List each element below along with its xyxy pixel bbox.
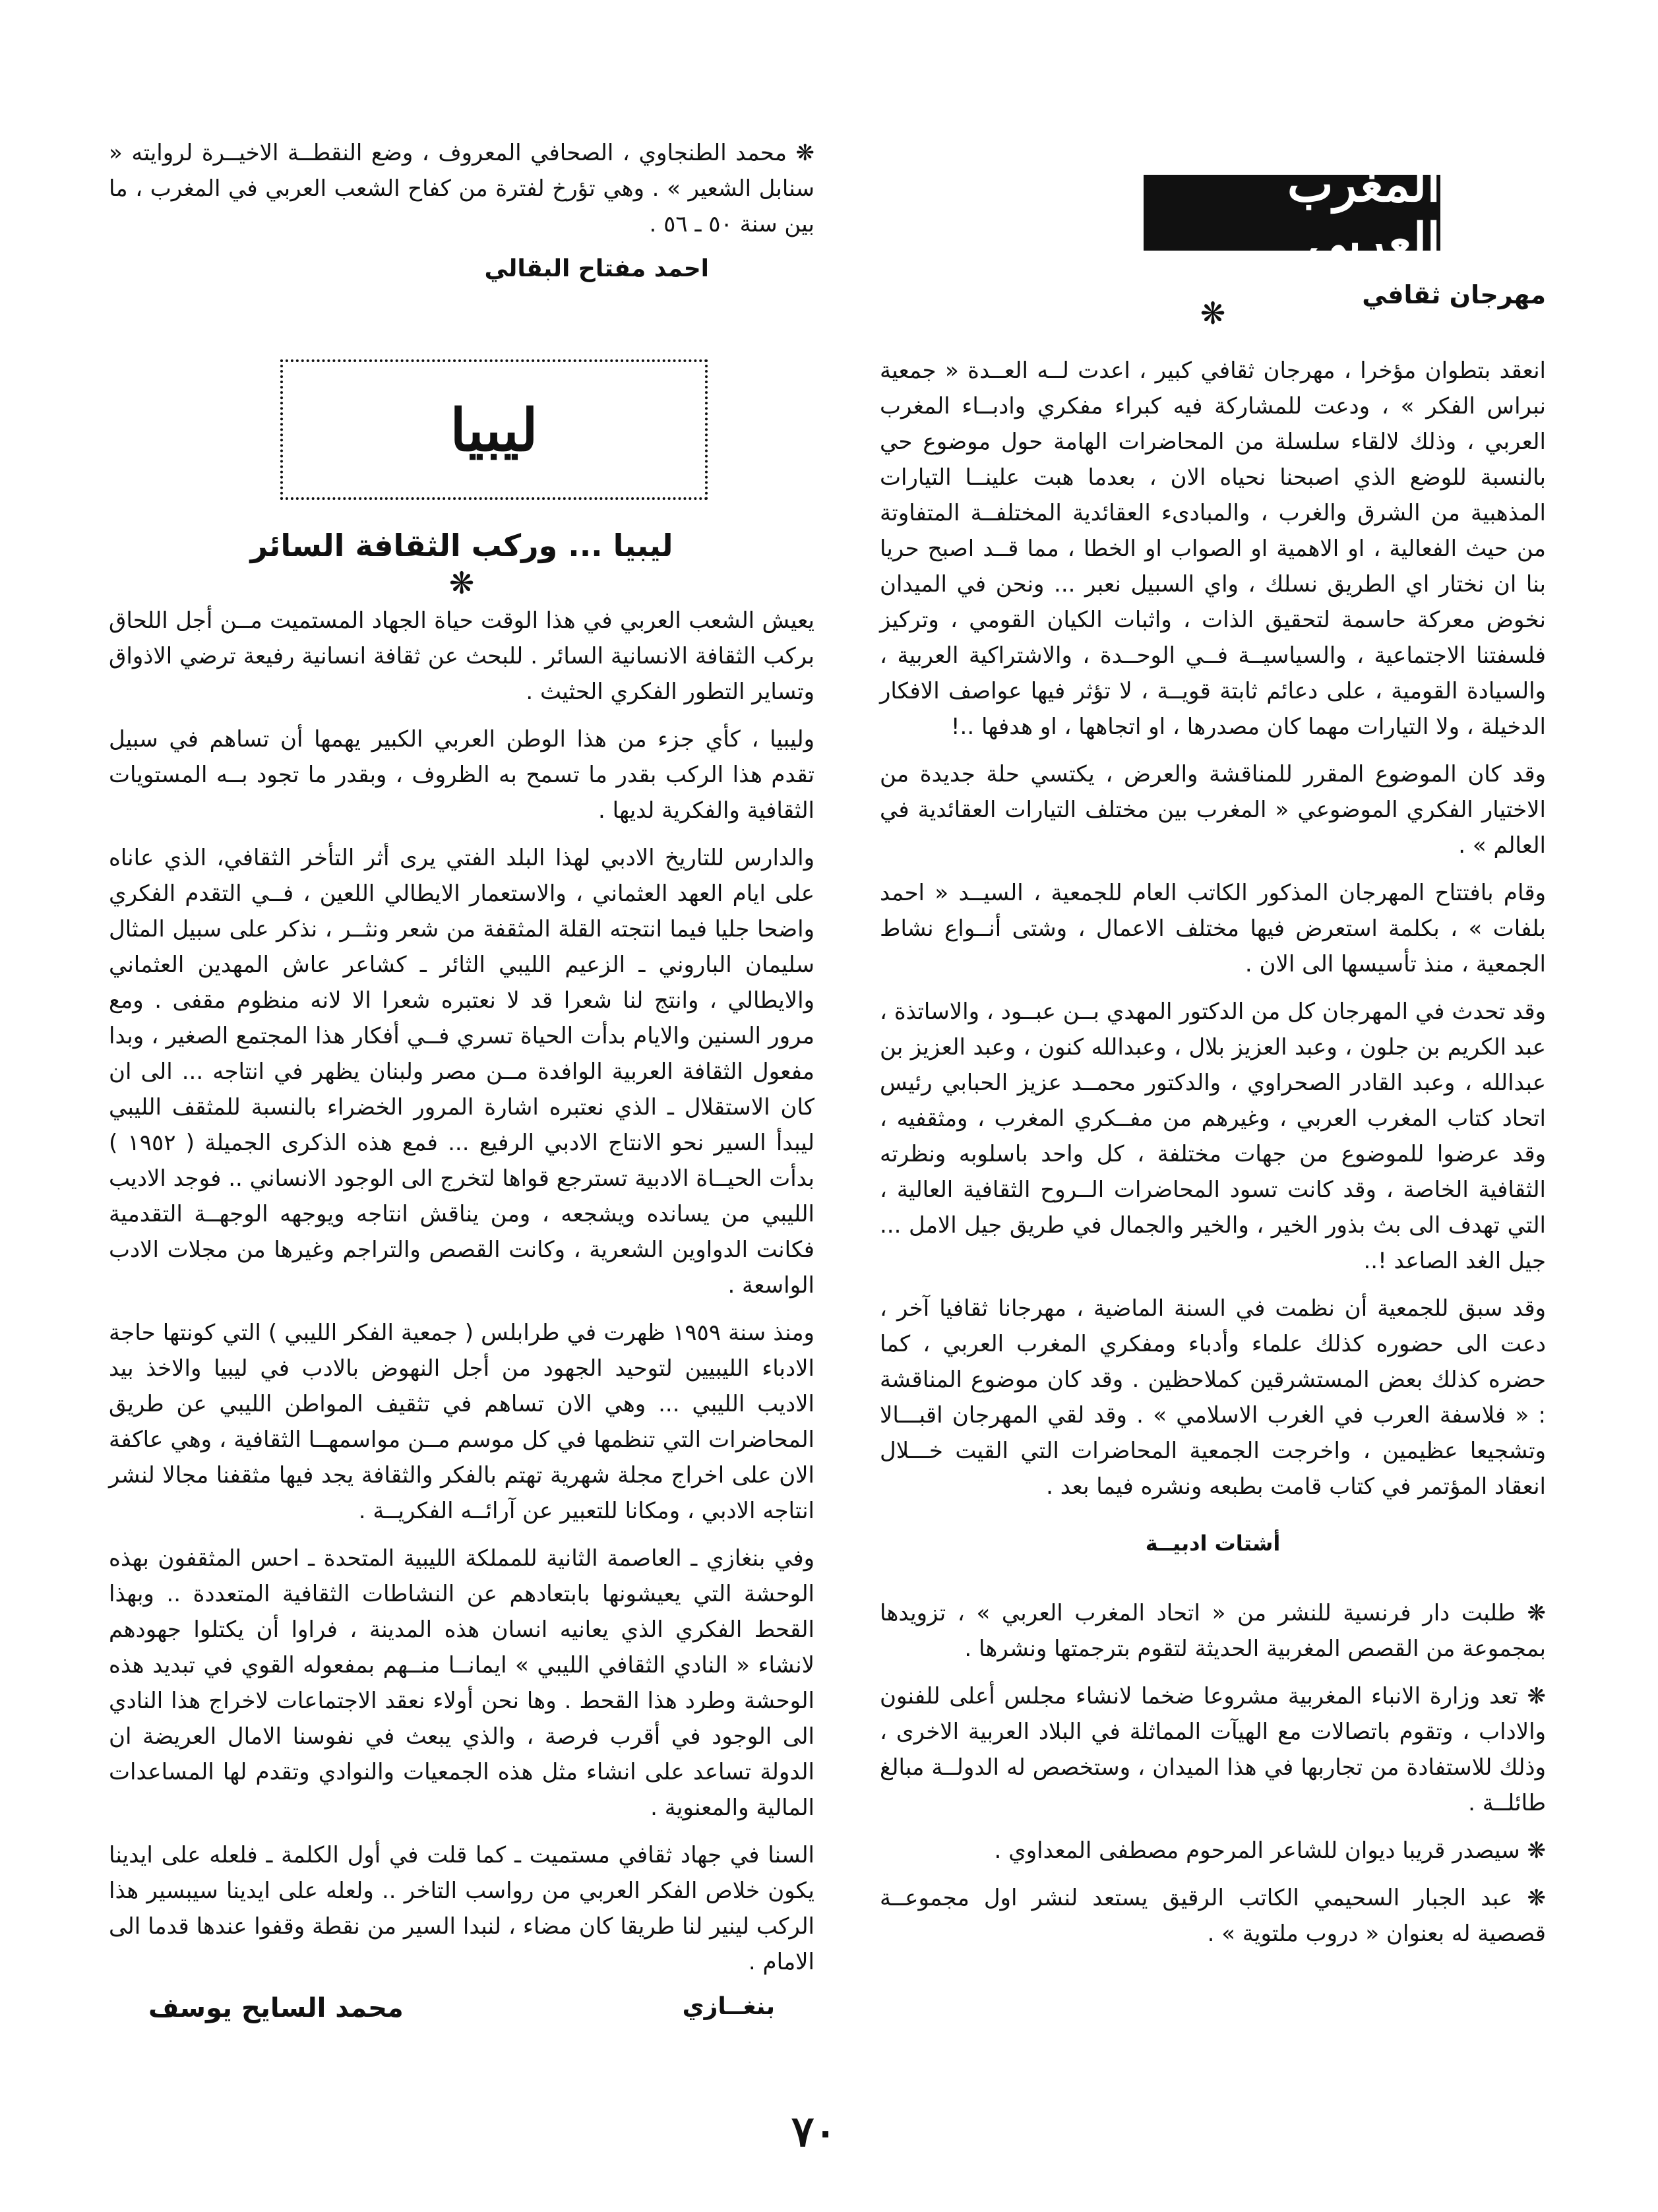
star-ornament: ❋ bbox=[1200, 295, 1226, 331]
author-name: احمد مفتاح البقالي bbox=[484, 255, 709, 282]
article-paragraph: انعقد بتطوان مؤخرا ، مهرجان ثقافي كبير ، اعدت لــه العــدة « جمعية نبراس الفكر » ، ودعت للمشاركة فيه كبراء مفكري وادبــاء المغرب العربي ، وذلك لالقاء سلسلة من المحاضرات الهامة حول موضوع حي بالنسبة للوضع الذي اصبحنا نحياه الان ، بعدما هبت علينــا التيارات المذهبية من الشرق والغرب ، والمبادىء العقائدية المختلفــة المتفاوتة من حيث الفعالية ، او الاهمية او الصواب او الخطا ، مما قــد اصبح حريا بنا ان نختار اي الطريق نسلك ، واي السبيل نعبر ... ونحن في الميدان نخوض معركة حاسمة لتحقيق الذات ، واثبات الكيان القومي ، وتركيز فلسفتنا الاجتماعية ، والسياسيــة فــي الوحــدة ، والاشتراكية العربية ، والسيادة القومية ، على دعائم ثابتة قويــة ، لا تؤثر فيها عواصف الافكار الدخيلة ، ولا التيارات مهما كان مصدرها ، او اتجاهها ، او هدفها ..! bbox=[880, 357, 1546, 740]
news-bullet: ❋ تعد وزارة الانباء المغربية مشروعا ضخما لانشاء مجلس أعلى للفنون والاداب ، وتقوم باتصالات مع الهيآت المماثلة في البلاد العربية الاخرى ، وذلك للاستفادة من تجاربها في هذا الميدان ، وستخصص له الدولــة مبالغ طائلــة . bbox=[880, 1678, 1546, 1821]
star-ornament: ❋ bbox=[448, 565, 475, 601]
section-banner: المغرب العربي bbox=[1144, 175, 1440, 251]
libya-article-heading: ليبيا ... وركب الثقافة السائر bbox=[250, 528, 673, 563]
news-bullet: ❋ سيصدر قريبا ديوان للشاعر المرحوم مصطفى المعداوي . bbox=[880, 1833, 1546, 1868]
article-paragraph: السنا في جهاد ثقافي مستميت ـ كما قلت في أول الكلمة ـ فلعله على ايدينا يكون خلاص الفكر العربي من رواسب التاخر .. ولعله على ايدينا سيبسير هذا الركب لينير لنا طريقا كان مضاء ، لنبدا السير من نقطة وقفوا عندها قدما الى الامام . bbox=[109, 1842, 814, 1975]
news-bullet: ❋ عبد الجبار السحيمي الكاتب الرقيق يستعد لنشر اول مجموعــة قصصية له بعنوان « دروب ملتوية » . bbox=[880, 1880, 1546, 1951]
left-column bbox=[109, 135, 814, 282]
miscellany-heading: أشتات ادبيــة bbox=[1145, 1531, 1281, 1556]
article-paragraph: يعيش الشعب العربي في هذا الوقت حياة الجهاد المستميت مــن أجل اللحاق بركب الثقافة الانسانية السائر . للبحث عن ثقافة انسانية رفيعة ترضي الاذواق وتساير التطور الفكري الحثيث . bbox=[109, 607, 814, 705]
festival-heading: مهرجان ثقافي bbox=[1362, 280, 1546, 309]
right-column bbox=[880, 145, 1546, 1963]
libya-box-title: ليبيا bbox=[450, 395, 538, 464]
libya-article bbox=[109, 528, 814, 2023]
article-paragraph: والدارس للتاريخ الادبي لهذا البلد الفتي يرى أثر التأخر الثقافي، الذي عاناه على ايام العهد العثماني ، والاستعمار الايطالي اللعين ، فــي التقدم الفكري واضحا جليا فيما انتجته القلة المثقفة من شعر ونثــر ، نذكر على سبيل المثال سليمان الباروني ـ الزعيم الليبي الثائر ـ كشاعر عاش المهدين العثماني والايطالي ، وانتج لنا شعرا قد لا نعتبره شعرا الا لانه منظوم مقفى . ومع مرور السنين والايام بدأت الحياة تسري فــي أفكار هذا المجتمع الصغير ، وبدا مفعول الثقافة العربية الوافدة مــن مصر ولبنان يظهر في انتاجه ... الى ان كان الاستقلال ـ الذي نعتبره اشارة المرور الخضراء بالنسبة للمثقف الليبي ليبدأ السير نحو الانتاج الادبي الرفيع ... فمع هذه الذكرى الجميلة ( ١٩٥٢ ) بدأت الحيــاة الادبية تسترجع قواها لتخرج الى الوجود الانساني .. فوجد الاديب الليبي من يسانده ويشجعه ، ومن يناقش انتاجه ويوجهه الوجهــة التقدمية فكانت الدواوين الشعرية ، وكانت القصص والتراجم وغيرها من مجلات الادب الواسعة . bbox=[109, 845, 814, 1299]
news-bullet: ❋ محمد الطنجاوي ، الصحافي المعروف ، وضع النقطــة الاخيــرة لروايته « سنابل الشعير » . وهي تؤرخ لفترة من كفاح الشعب العربي في المغرب ، ما بين سنة ٥٠ ـ ٥٦ . bbox=[109, 135, 814, 242]
libya-title-box bbox=[280, 359, 708, 500]
article-paragraph: وقد كان الموضوع المقرر للمناقشة والعرض ، يكتسي حلة جديدة من الاختيار الفكري الموضوعي « المغرب بين مختلف التيارات العقائدية في العالم » . bbox=[880, 761, 1546, 859]
news-bullet: ❋ طلبت دار فرنسية للنشر من « اتحاد المغرب العربي » ، تزويدها بمجموعة من القصص المغربية الحديثة لتقوم بترجمتها ونشرها . bbox=[880, 1595, 1546, 1667]
signature-city: بنغــازي bbox=[682, 1993, 775, 2020]
article-paragraph: ومنذ سنة ١٩٥٩ ظهرت في طرابلس ( جمعية الفكر الليبي ) التي كونتها حاجة الادباء الليبيين لتوحيد الجهود من أجل النهوض بالادب في ليبيا والاخذ بيد الاديب الليبي ... وهي الان تساهم في تثقيف المواطن الليبي عن طريق المحاضرات التي تنظمها في كل موسم مــن مواسمهــا الثقافية ، وهي عاكفة الان على اخراج مجلة شهرية تهتم بالفكر والثقافة يجد فيها مثقفنا مجالا لنشر انتاجه الادبي ، ومكانا للتعبير عن آرائــه الفكريــة . bbox=[109, 1320, 814, 1524]
article-paragraph: وفي بنغازي ـ العاصمة الثانية للمملكة الليبية المتحدة ـ احس المثقفون بهذه الوحشة التي يعيشونها بابتعادهم عن النشاطات الثقافية المتعددة .. وبهذا القحط الفكري الذي يعانيه انسان هذه المدينة ، فراوا أن يكتلوا جهودهم لانشاء « النادي الثقافي الليبي » ايمانــا منــهم بمفعوله القوي في تبديد هذه الوحشة وطرد هذا القحط . وها نحن أولاء نعقد الاجتماعات لاخراج هذا النادي الى الوجود في أقرب فرصة ، والذي يبعث في نفوسنا الامال العريضة ان الدولة تساعد على انشاء مثل هذه الجمعيات والنوادي وتقدم لها المساعدات المالية والمعنوية . bbox=[109, 1545, 814, 1821]
signature-name: محمد السايح يوسف bbox=[148, 1993, 404, 2023]
article-paragraph: وقد تحدث في المهرجان كل من الدكتور المهدي بــن عبــود ، والاساتذة ، عبد الكريم بن جلون ، وعبد العزيز بلال ، وعبدالله كنون ، وعبد العزيز بن عبدالله ، وعبد القادر الصحراوي ، والدكتور محمــد عزيز الحبابي رئيس اتحاد كتاب المغرب العربي ، وغيرهم من مفــكري المغرب ، ومثقفيه ، وقد عرضوا للموضوع من جهات مختلفة ، كل واحد باسلوبه ونظرته الثقافية الخاصة ، وقد كانت تسود المحاضرات الــروح الثقافية العالية ، التي تهدف الى بث بذور الخير ، والخير والجمال في طريق جيل الامل ... جيل الغد الصاعد !.. bbox=[880, 998, 1546, 1274]
article-paragraph: وقد سبق للجمعية أن نظمت في السنة الماضية ، مهرجانا ثقافيا آخر ، دعت الى حضوره كذلك علماء وأدباء ومفكري المغرب العربي ، كما حضره كذلك بعض المستشرقين كملاحظين . وقد كان موضوع المناقشة : « فلاسفة العرب في الغرب الاسلامي » . وقد لقي المهرجان اقبـــالا وتشجيعا عظيمين ، واخرجت الجمعية المحاضرات التي القيت خـــلال انعقاد المؤتمر في كتاب قامت بطبعه ونشره فيما بعد . bbox=[880, 1295, 1546, 1500]
page-number: ٧٠ bbox=[791, 2107, 837, 2157]
article-paragraph: وليبيا ، كأي جزء من هذا الوطن العربي الكبير يهمها أن تساهم في سبيل تقدم هذا الركب بقدر ما تسمح به الظروف ، وبقدر ما تجود بــه المستويات الثقافية والفكرية لديها . bbox=[109, 726, 814, 824]
article-paragraph: وقام بافتتاح المهرجان المذكور الكاتب العام للجمعية ، السيــد « احمد بلفات » ، بكلمة استعرض فيها مختلف الاعمال ، وشتى أنــواع نشاط الجمعية ، منذ تأسيسها الى الان . bbox=[880, 880, 1546, 977]
